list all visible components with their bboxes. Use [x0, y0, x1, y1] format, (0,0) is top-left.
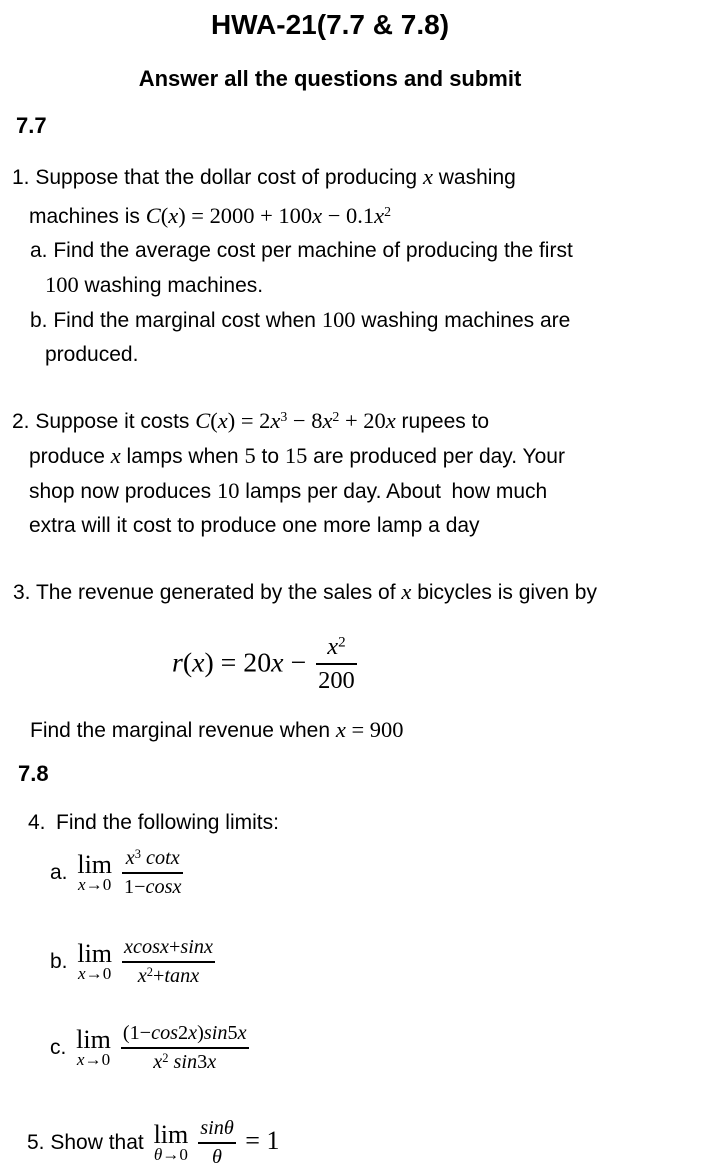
math-italic: x — [237, 1022, 247, 1045]
text-run: c. — [50, 1035, 73, 1059]
question-2-line-1 — [0, 400, 721, 439]
superscript: 3 — [134, 846, 141, 861]
fraction — [122, 935, 215, 990]
text-run: are produced per day. Your — [307, 444, 565, 468]
question-1-part-a-line-2 — [0, 268, 721, 303]
math-roman: + 20 — [339, 407, 386, 433]
math-italic: θ — [212, 1145, 222, 1168]
superscript: 2 — [384, 204, 392, 219]
text-run: washing machines. — [78, 273, 264, 297]
math-italic: x — [335, 717, 346, 743]
math-italic: cos — [151, 1022, 179, 1045]
math-roman: + — [168, 935, 181, 958]
math-roman: →0 — [84, 1050, 111, 1070]
math-roman: − 8 — [287, 407, 323, 433]
math-italic: x — [217, 407, 228, 433]
math-italic: x — [76, 1050, 85, 1070]
numerator — [121, 1021, 249, 1046]
math-italic: sinθ — [200, 1116, 234, 1139]
math-roman: →0 — [85, 963, 112, 983]
denominator — [122, 875, 183, 900]
math-italic: sinx — [180, 935, 213, 958]
math-italic: θ — [153, 1144, 163, 1164]
math-roman: ( — [182, 647, 193, 679]
math-italic: cotx — [141, 847, 180, 870]
superscript: 2 — [146, 964, 153, 979]
math-italic: x — [192, 647, 205, 679]
math-italic: C — [195, 407, 211, 433]
math-italic: x — [125, 847, 135, 870]
numerator — [325, 632, 347, 663]
text-run: a. Find the average cost per machine of producing the first — [30, 238, 573, 262]
text-run: 3. The revenue generated by the sales of — [13, 580, 402, 604]
question-1-part-b-line-1 — [0, 303, 721, 338]
question-4-limit-a — [0, 846, 721, 901]
text-run: to — [255, 444, 285, 468]
question-3-line-1 — [0, 575, 721, 610]
question-4-limit-b — [0, 935, 721, 990]
math-roman: ) — [197, 1022, 204, 1045]
lim-word: lim — [77, 850, 113, 880]
math-roman: − — [283, 647, 314, 679]
math-roman: 15 — [284, 442, 308, 468]
math-italic: x — [422, 164, 433, 189]
math-italic: x — [374, 202, 385, 228]
superscript: 2 — [332, 408, 340, 424]
section-heading-7-8: 7.8 — [18, 761, 49, 787]
math-roman: →0 — [85, 875, 112, 895]
lim-word: lim — [76, 1025, 111, 1055]
math-italic: x — [385, 407, 396, 433]
lim-word: lim — [153, 1119, 189, 1149]
fraction — [121, 1021, 249, 1076]
math-roman: 100 — [321, 306, 356, 332]
fraction — [316, 632, 357, 697]
math-italic: sin — [168, 1051, 198, 1074]
text-run: lamps when — [120, 444, 245, 468]
math-italic: x — [137, 964, 147, 987]
fraction-bar — [198, 1142, 236, 1144]
question-2-line-3 — [0, 474, 721, 509]
text-run: rupees to — [395, 409, 490, 433]
math-roman: 1− — [124, 876, 146, 899]
text-run: 2. Suppose it costs — [12, 409, 196, 433]
text-run: washing — [432, 166, 516, 189]
question-3-revenue-formula — [172, 632, 721, 697]
limit-operator — [77, 850, 113, 895]
question-1-line-2 — [0, 195, 721, 234]
question-2-line-2 — [0, 439, 721, 474]
math-italic: x — [78, 875, 86, 895]
question-1-part-b-line-2 — [0, 338, 721, 372]
limit-subscript — [153, 1144, 188, 1164]
denominator — [210, 1145, 224, 1170]
denominator — [316, 666, 357, 697]
math-roman: 200 — [318, 667, 355, 695]
math-italic: x — [110, 442, 121, 468]
text-run: 1. Suppose that the dollar cost of producing — [12, 166, 423, 189]
math-italic: x — [270, 407, 281, 433]
text-run: b. — [50, 949, 74, 973]
limit-operator — [77, 938, 113, 983]
text-run: washing machines are — [355, 308, 571, 332]
math-italic: x — [401, 578, 412, 604]
question-4 — [0, 806, 721, 1076]
question-5-line — [0, 1116, 721, 1170]
question-1-line-1 — [0, 160, 721, 195]
question-2-line-4 — [0, 509, 721, 543]
math-italic: x — [188, 1022, 198, 1045]
superscript: 2 — [338, 634, 346, 651]
question-4-limit-c — [0, 1021, 721, 1076]
math-italic: x — [322, 407, 333, 433]
page-title: HWA-21(7.7 & 7.8) — [210, 9, 450, 40]
math-roman: ) = 20 — [204, 647, 272, 679]
fraction-bar — [122, 961, 215, 963]
math-italic: C — [145, 202, 161, 228]
question-1 — [0, 160, 721, 372]
fraction-bar — [316, 663, 357, 665]
section-heading-7-7: 7.7 — [16, 113, 47, 138]
text-run: 5. Show that — [27, 1130, 150, 1154]
math-italic: cosx — [145, 876, 182, 899]
text-run: produced. — [45, 342, 139, 366]
math-italic: r — [172, 647, 183, 679]
text-run: bicycles is given by — [411, 580, 597, 604]
math-roman: (1− — [122, 1022, 152, 1045]
math-roman: + — [152, 964, 165, 987]
math-italic: x — [327, 632, 339, 660]
text-run: b. Find the marginal cost when — [30, 308, 322, 332]
math-roman: 5 — [227, 1022, 238, 1045]
fraction-bar — [122, 872, 183, 874]
math-italic: x — [271, 647, 284, 679]
numerator — [198, 1116, 236, 1141]
question-3 — [0, 575, 721, 748]
math-roman: ) = 2 — [227, 407, 271, 433]
text-run: lamps per day. About how much — [239, 479, 548, 503]
math-italic: x — [312, 202, 323, 228]
document-header — [0, 0, 660, 92]
math-roman: 10 — [216, 477, 240, 503]
fraction — [198, 1116, 236, 1170]
math-roman: 100 — [45, 271, 79, 297]
fraction — [122, 846, 183, 901]
question-2 — [0, 400, 721, 543]
page-subtitle: Answer all the questions and submit — [138, 66, 522, 91]
text-run: machines is — [29, 204, 146, 228]
math-roman: − 0.1 — [322, 202, 375, 228]
limit-operator — [153, 1119, 189, 1164]
limit-operator — [76, 1025, 111, 1070]
math-roman: 3 — [197, 1051, 208, 1074]
math-italic: x — [153, 1051, 163, 1074]
math-italic: sin — [203, 1022, 228, 1045]
math-italic: x — [168, 202, 179, 228]
denominator — [151, 1050, 218, 1075]
math-roman: = 1 — [238, 1125, 280, 1155]
fraction-bar — [121, 1047, 249, 1049]
superscript: 2 — [162, 1051, 169, 1066]
math-italic: x — [78, 963, 86, 983]
limit-subscript — [78, 963, 112, 983]
math-italic: xcosx — [124, 935, 169, 958]
text-run: Find the marginal revenue when — [30, 719, 336, 743]
text-run: produce — [29, 444, 111, 468]
math-roman: ) = 2000 + 100 — [178, 202, 313, 228]
question-4-line-1 — [0, 806, 721, 840]
denominator — [136, 964, 201, 989]
limit-subscript — [77, 1052, 110, 1068]
lim-word: lim — [77, 938, 113, 968]
text-run: shop now produces — [29, 479, 217, 503]
math-roman: ( — [210, 407, 218, 433]
math-roman: →0 — [162, 1144, 188, 1164]
math-roman: = 900 — [345, 717, 404, 743]
math-italic: tanx — [164, 964, 200, 987]
math-italic: x — [207, 1051, 217, 1074]
question-1-part-a-line-1 — [0, 234, 721, 268]
text-run: 4. Find the following limits: — [28, 811, 279, 835]
math-roman: 5 — [244, 442, 256, 468]
text-run: a. — [50, 860, 74, 884]
question-3-line-2 — [0, 713, 721, 748]
text-run: extra will it cost to produce one more lamp a day — [29, 513, 480, 537]
superscript: 3 — [280, 408, 288, 424]
numerator — [122, 935, 215, 960]
math-roman: 2 — [178, 1022, 189, 1045]
numerator — [124, 846, 182, 871]
limit-subscript — [78, 877, 111, 893]
math-roman: ( — [160, 202, 169, 228]
